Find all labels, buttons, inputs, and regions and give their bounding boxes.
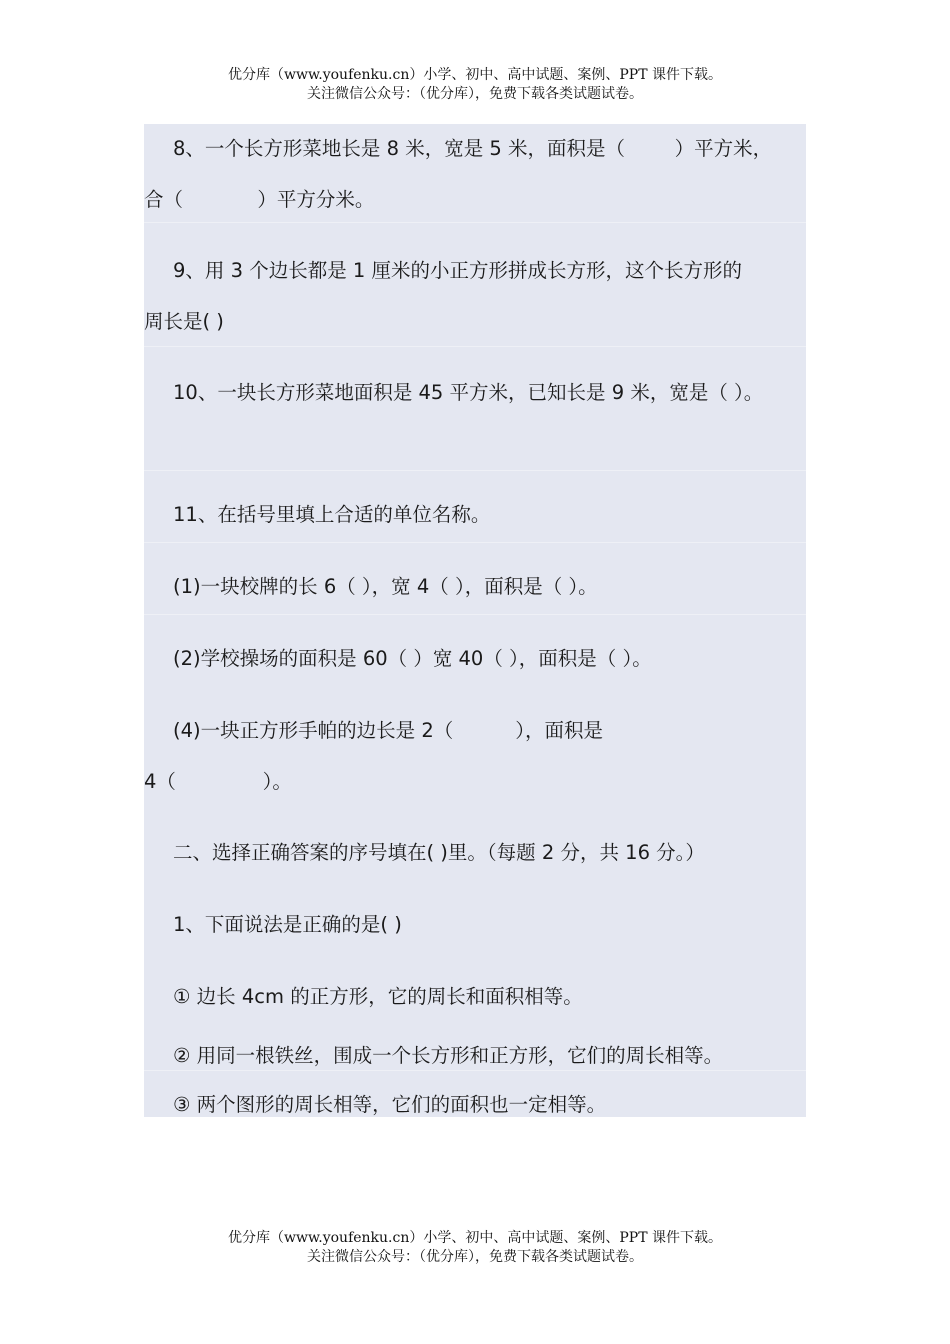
question-8-line-2: 合（ ）平方分米。 [144, 188, 375, 211]
question-8-line-1: 8、一个长方形菜地长是 8 米，宽是 5 米，面积是（ ）平方米， [173, 137, 773, 160]
question-9-line-1: 9、用 3 个边长都是 1 厘米的小正方形拼成长方形，这个长方形的 [173, 259, 743, 282]
option-2: ② 用同一根铁丝，围成一个长方形和正方形，它们的周长相等。 [173, 1044, 724, 1067]
question-11-part-1: (1)一块校牌的长 6（ ），宽 4（ ），面积是（ ）。 [173, 575, 598, 598]
section-2-question-1: 1、下面说法是正确的是( ) [173, 913, 402, 936]
row-divider [144, 614, 806, 615]
header-line-1: 优分库（www.youfenku.cn）小学、初中、高中试题、案例、PPT 课件下载。 [227, 67, 722, 83]
row-divider [144, 1070, 806, 1071]
question-11-part-4-line-2: 4（ ）。 [144, 770, 292, 793]
row-divider [144, 470, 806, 471]
option-1: ① 边长 4cm 的正方形，它的周长和面积相等。 [173, 985, 583, 1008]
header-line-2: 关注微信公众号：（优分库），免费下载各类试题试卷。 [307, 86, 643, 102]
question-9-line-2: 周长是( ) [144, 310, 224, 333]
footer-line-1: 优分库（www.youfenku.cn）小学、初中、高中试题、案例、PPT 课件下载。 [227, 1230, 722, 1246]
row-divider [144, 542, 806, 543]
footer-line-2: 关注微信公众号：（优分库），免费下载各类试题试卷。 [307, 1249, 643, 1265]
question-11-part-4-line-1: (4)一块正方形手帕的边长是 2（ ），面积是 [173, 719, 603, 742]
option-3: ③ 两个图形的周长相等，它们的面积也一定相等。 [173, 1093, 607, 1116]
page-footer [0, 1229, 950, 1267]
question-11: 11、在括号里填上合适的单位名称。 [173, 503, 491, 526]
section-2-heading: 二、选择正确答案的序号填在( )里。（每题 2 分，共 16 分。） [173, 841, 705, 864]
row-divider [144, 222, 806, 223]
question-11-part-2: (2)学校操场的面积是 60（ ）宽 40（ ），面积是（ ）。 [173, 647, 652, 670]
page-header [0, 66, 950, 104]
question-10: 10、一块长方形菜地面积是 45 平方米，已知长是 9 米，宽是（ ）。 [173, 381, 764, 404]
row-divider [144, 346, 806, 347]
